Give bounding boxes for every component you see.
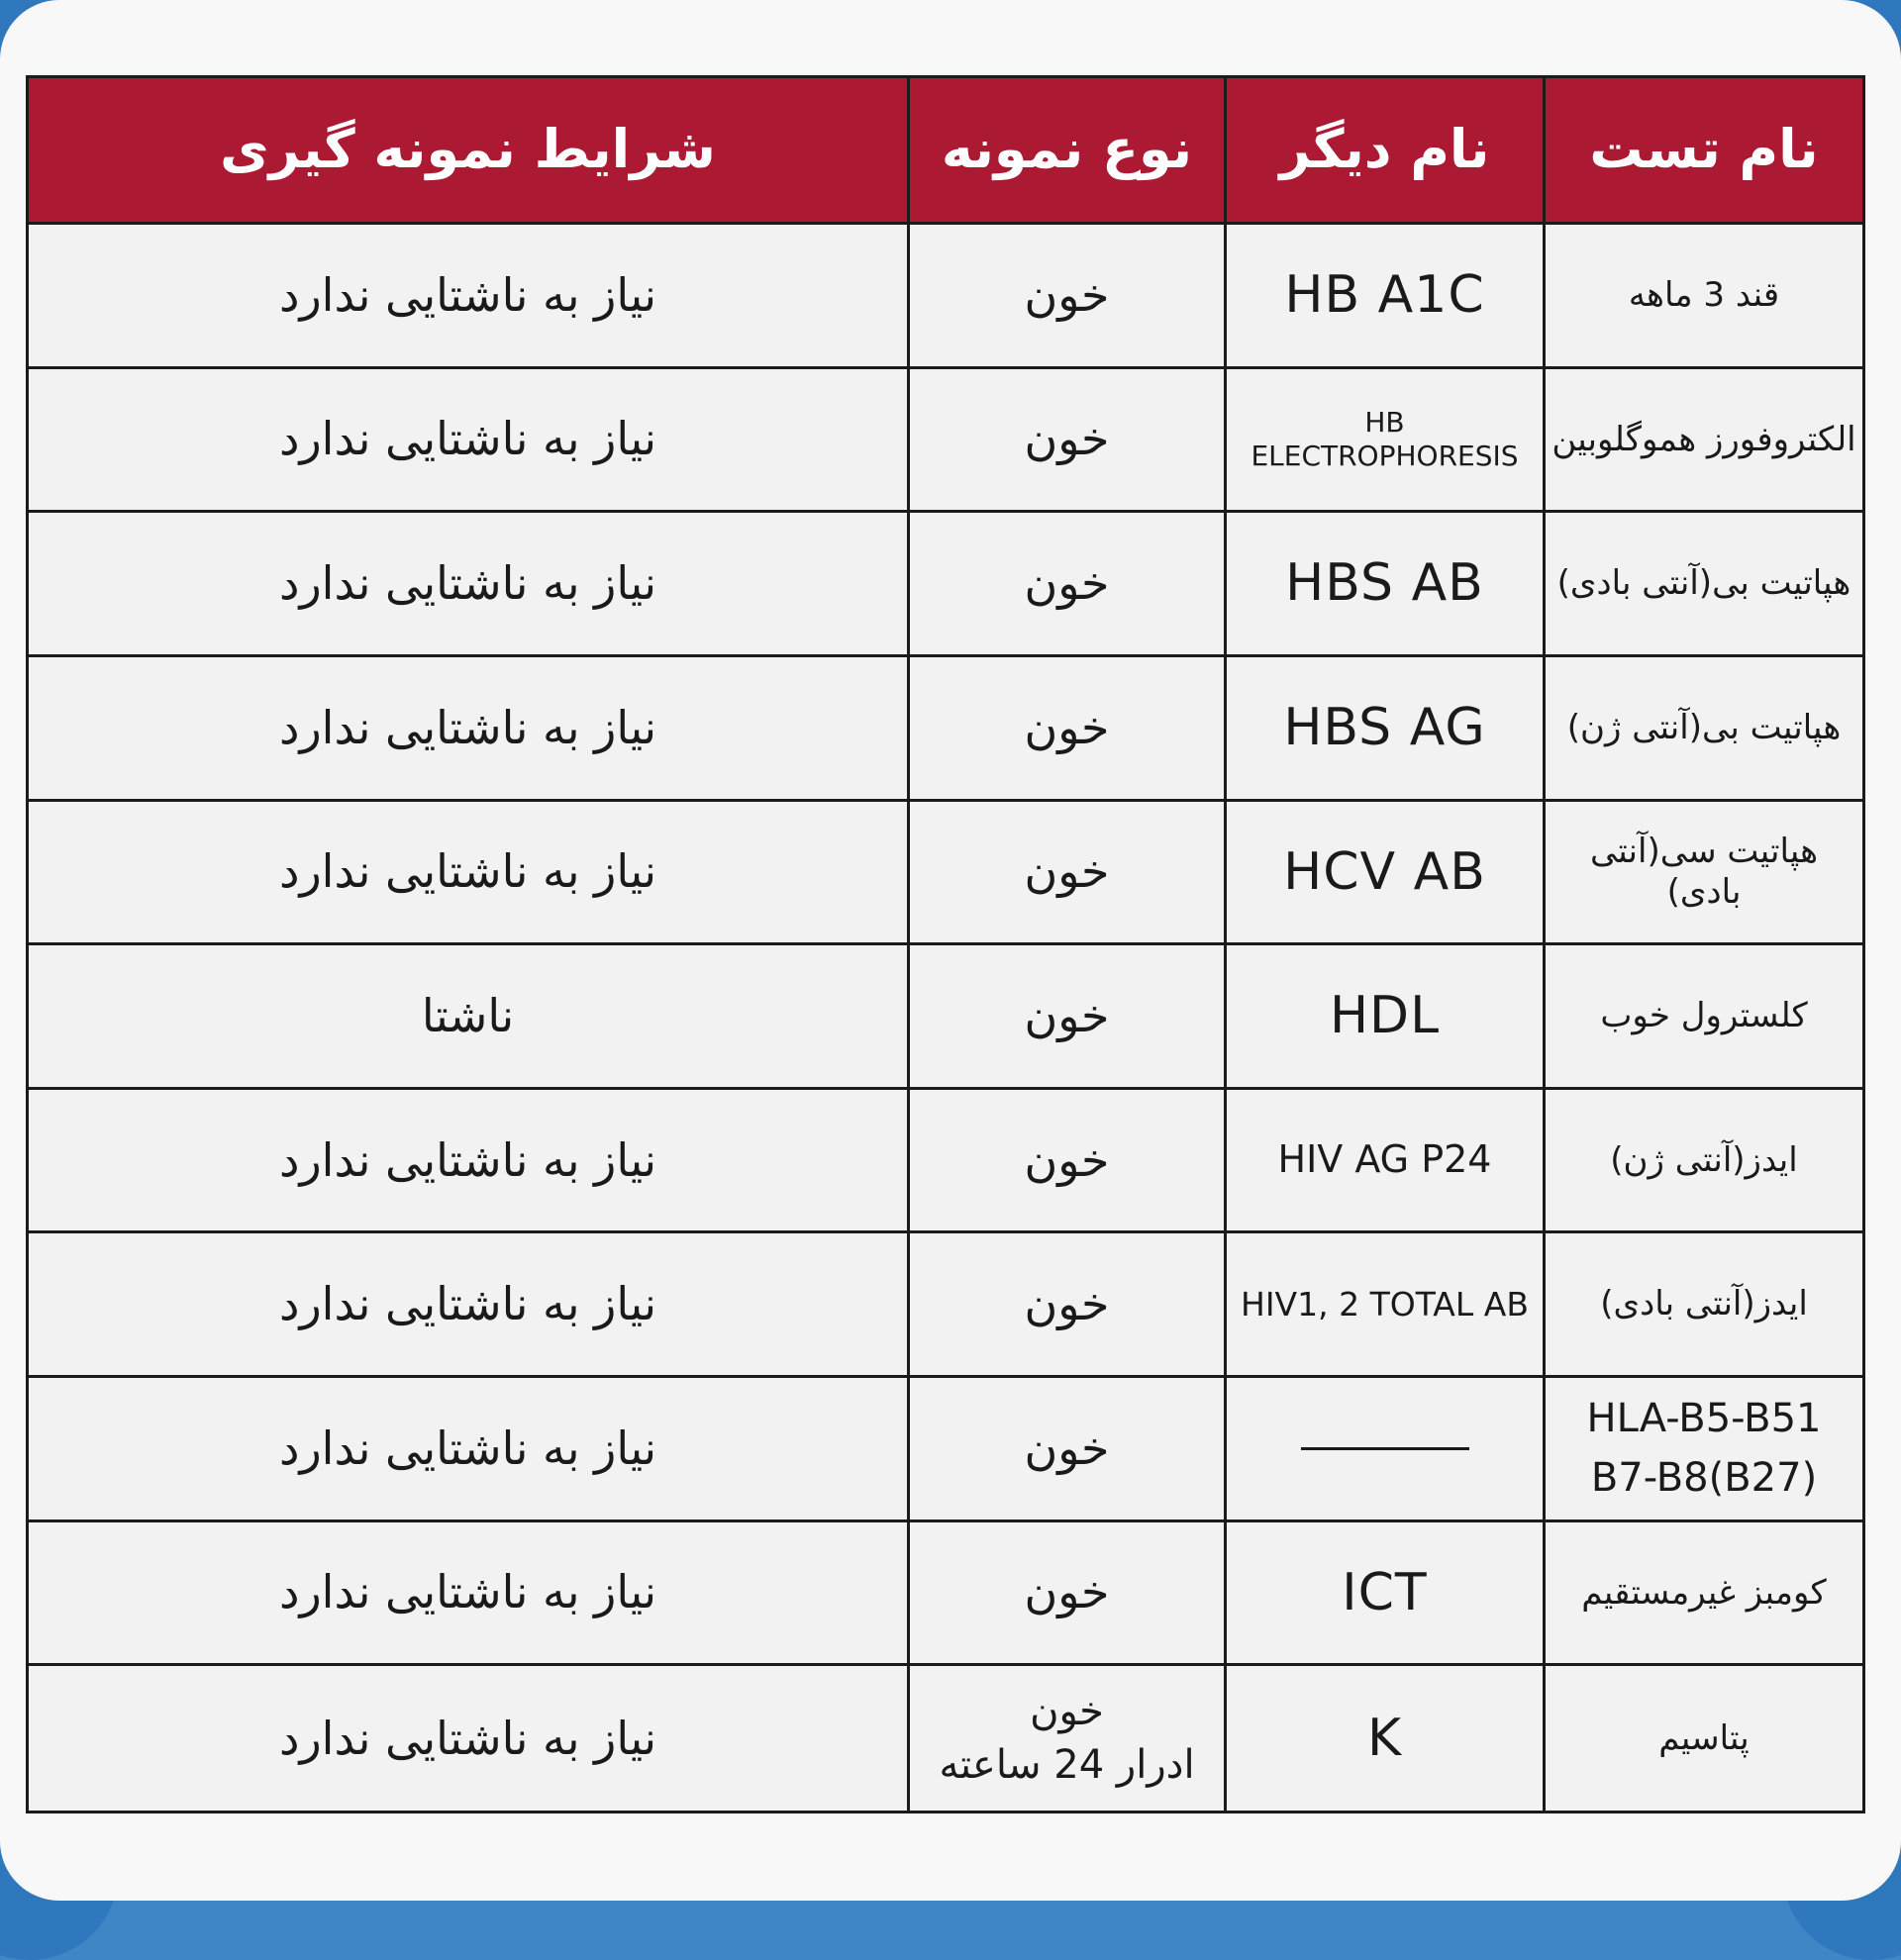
cell-test-name: کلسترول خوب (1546, 945, 1862, 1090)
cell-sample-type: خون (910, 1378, 1227, 1522)
cell-sample-type: خون (910, 657, 1227, 802)
cell-test-name: ایدز(آنتی بادی) (1546, 1233, 1862, 1378)
lab-tests-table (26, 75, 1865, 1813)
cell-sample-type: خون (910, 1233, 1227, 1378)
header-conditions: شرایط نمونه گیری (29, 78, 910, 225)
cell-conditions: نیاز به ناشتایی ندارد (29, 1378, 910, 1522)
cell-other-name: HBS AG (1227, 657, 1546, 802)
cell-conditions: نیاز به ناشتایی ندارد (29, 1233, 910, 1378)
cell-conditions: نیاز به ناشتایی ندارد (29, 225, 910, 369)
cell-conditions: نیاز به ناشتایی ندارد (29, 1090, 910, 1234)
cell-conditions: نیاز به ناشتایی ندارد (29, 513, 910, 657)
cell-conditions: نیاز به ناشتایی ندارد (29, 1522, 910, 1667)
cell-conditions: ناشتا (29, 945, 910, 1090)
cell-conditions: نیاز به ناشتایی ندارد (29, 802, 910, 946)
cell-other-name: HB A1C (1227, 225, 1546, 369)
cell-other-name: HB ELECTROPHORESIS (1227, 369, 1546, 514)
header-other-name: نام دیگر (1227, 78, 1546, 225)
cell-sample-type: خون (910, 802, 1227, 946)
cell-test-name: قند 3 ماهه (1546, 225, 1862, 369)
cell-other-name: ICT (1227, 1522, 1546, 1667)
cell-test-name: هپاتیت بی(آنتی ژن) (1546, 657, 1862, 802)
cell-other-name: K (1227, 1666, 1546, 1811)
header-sample-type: نوع نمونه (910, 78, 1227, 225)
sample-type-line: خون (1030, 1689, 1104, 1735)
cell-sample-type (910, 1666, 1227, 1811)
cell-other-name-empty (1227, 1378, 1546, 1522)
cell-sample-type: خون (910, 945, 1227, 1090)
cell-sample-type: خون (910, 1522, 1227, 1667)
cell-test-name: پتاسیم (1658, 1717, 1750, 1758)
cell-other-name: HCV AB (1227, 802, 1546, 946)
cell-test-name: کومبز غیرمستقیم (1546, 1522, 1862, 1667)
cell-test-name (1546, 1378, 1862, 1522)
cell-conditions: نیاز به ناشتایی ندارد (29, 657, 910, 802)
test-name-line: B7-B8(B27) (1590, 1455, 1818, 1502)
test-name-line: HLA-B5-B51 (1586, 1396, 1822, 1442)
cell-test-name: الکتروفورز هموگلوبین (1546, 369, 1862, 514)
cell-other-name: HIV AG P24 (1227, 1090, 1546, 1234)
cell-sample-type: خون (910, 513, 1227, 657)
cell-sample-type: خون (910, 225, 1227, 369)
cell-test-name: ایدز(آنتی ژن) (1546, 1090, 1862, 1234)
sample-type-line: ادرار 24 ساعته (939, 1742, 1195, 1789)
cell-other-name: HDL (1227, 945, 1546, 1090)
cell-test-name: هپاتیت سی(آنتی بادی) (1546, 802, 1862, 946)
cell-other-name: HIV1, 2 TOTAL AB (1227, 1233, 1546, 1378)
cell-conditions: نیاز به ناشتایی ندارد (29, 1666, 910, 1811)
cell-sample-type: خون (910, 369, 1227, 514)
cell-conditions: نیاز به ناشتایی ندارد (29, 369, 910, 514)
cell-test-name: هپاتیت بی(آنتی بادی) (1546, 513, 1862, 657)
dash-line (1301, 1447, 1469, 1450)
cell-sample-type: خون (910, 1090, 1227, 1234)
header-test-name: نام تست (1546, 78, 1862, 225)
cell-other-name: HBS AB (1227, 513, 1546, 657)
